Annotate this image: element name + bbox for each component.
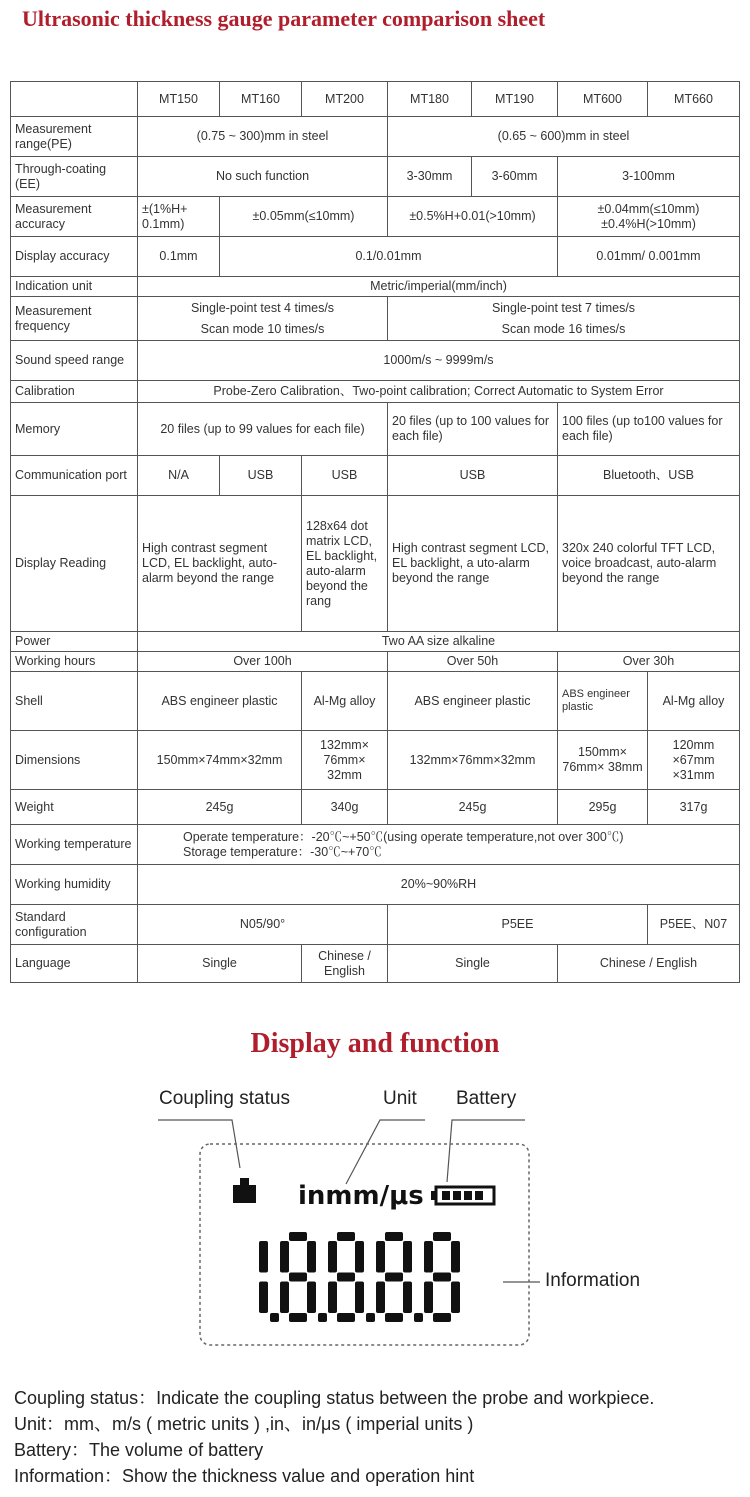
model-header: MT180 — [388, 82, 472, 117]
table-cell: ±0.5%H+0.01(>10mm) — [388, 197, 558, 237]
lcd-segment — [289, 1273, 307, 1282]
table-cell: 0.1/0.01mm — [220, 237, 558, 277]
description-information: Information：Show the thickness value and operation hint — [14, 1466, 475, 1486]
table-cell: 3-100mm — [558, 157, 740, 197]
table-cell: 3-60mm — [472, 157, 558, 197]
operate-temperature: Operate temperature：-20℃~+50℃(using operate temperature,not over 300℃) — [183, 829, 624, 844]
lcd-segment — [385, 1232, 403, 1241]
coupling-leader-line — [158, 1120, 240, 1168]
section-title: Display and function — [250, 1028, 500, 1059]
table-cell: Single — [388, 945, 558, 983]
table-cell — [388, 297, 740, 341]
table-cell: ABS engineer plastic — [388, 672, 558, 731]
table-cell: 0.1mm — [138, 237, 220, 277]
frequency-single: Single-point test 4 times/s — [190, 300, 335, 315]
table-cell: Al-Mg alloy — [648, 672, 740, 731]
lcd-digit — [376, 1232, 412, 1322]
lcd-digit — [328, 1232, 364, 1322]
row-label: Communication port — [11, 456, 138, 496]
table-cell — [138, 297, 388, 341]
table-row — [11, 672, 740, 731]
lcd-segment — [451, 1241, 460, 1273]
table-row — [11, 731, 740, 790]
table-row — [11, 865, 740, 905]
information-label: Information — [545, 1270, 641, 1291]
lcd-digits — [259, 1232, 460, 1322]
lcd-segment — [376, 1241, 385, 1273]
table-cell: 150mm× 76mm× 38mm — [558, 731, 648, 790]
lcd-segment — [376, 1282, 385, 1314]
row-label: Indication unit — [11, 277, 138, 297]
table-cell: 340g — [302, 790, 388, 825]
lcd-segment — [289, 1313, 307, 1322]
table-cell: Over 50h — [388, 652, 558, 672]
parameter-table — [10, 81, 740, 983]
table-cell: Two AA size alkaline — [138, 632, 740, 652]
battery-label: Battery — [456, 1088, 517, 1109]
table-cell: 295g — [558, 790, 648, 825]
table-cell: Chinese / English — [558, 945, 740, 983]
table-cell: ABS engineer plastic — [558, 672, 648, 731]
row-label: Dimensions — [11, 731, 138, 790]
table-row — [11, 632, 740, 652]
frequency-scan: Scan mode 16 times/s — [501, 321, 626, 336]
page-title: Ultrasonic thickness gauge parameter comparison sheet — [22, 6, 546, 31]
model-header: MT160 — [220, 82, 302, 117]
lcd-decimal-point — [270, 1313, 279, 1322]
table-row — [11, 341, 740, 381]
model-header: MT600 — [558, 82, 648, 117]
row-label: Memory — [11, 403, 138, 456]
lcd-unit-text: inmm/μs — [298, 1181, 424, 1211]
battery-leader-line — [447, 1120, 525, 1182]
table-row — [11, 496, 740, 632]
model-header: MT190 — [472, 82, 558, 117]
table-cell: Bluetooth、USB — [558, 456, 740, 496]
table-row — [11, 157, 740, 197]
row-label: Display accuracy — [11, 237, 138, 277]
lcd-segment — [337, 1313, 355, 1322]
coupling-status-label: Coupling status — [159, 1088, 290, 1109]
lcd-segment — [403, 1241, 412, 1273]
table-cell: 320x 240 colorful TFT LCD, voice broadcast, auto-alarm beyond the range — [558, 496, 740, 632]
lcd-segment — [280, 1241, 289, 1273]
row-label: Power — [11, 632, 138, 652]
table-cell: USB — [388, 456, 558, 496]
lcd-segment — [433, 1273, 451, 1282]
lcd-segment — [328, 1282, 337, 1314]
lcd-decimal-point — [366, 1313, 375, 1322]
table-row — [11, 456, 740, 496]
unit-label: Unit — [383, 1088, 417, 1109]
row-label: Language — [11, 945, 138, 983]
lcd-segment — [337, 1273, 355, 1282]
row-label: Working humidity — [11, 865, 138, 905]
description-coupling: Coupling status：Indicate the coupling status between the probe and workpiece. — [14, 1388, 655, 1408]
model-header: MT150 — [138, 82, 220, 117]
lcd-frame — [200, 1144, 529, 1345]
frequency-scan: Scan mode 10 times/s — [200, 321, 325, 336]
lcd-decimal-point — [318, 1313, 327, 1322]
row-label: Working temperature — [11, 825, 138, 865]
lcd-segment — [385, 1313, 403, 1322]
lcd-segment — [307, 1241, 316, 1273]
lcd-segment — [337, 1232, 355, 1241]
lcd-segment — [280, 1282, 289, 1314]
header-blank — [11, 82, 138, 117]
storage-temperature: Storage temperature：-30℃~+70℃ — [183, 844, 382, 859]
table-cell: N05/90° — [138, 905, 388, 945]
table-row — [11, 652, 740, 672]
table-cell: 20%~90%RH — [138, 865, 740, 905]
table-cell: ±0.04mm(≤10mm) ±0.4%H(>10mm) — [558, 197, 740, 237]
lcd-segment — [424, 1241, 433, 1273]
table-cell: Over 30h — [558, 652, 740, 672]
table-cell: Probe-Zero Calibration、Two-point calibration; Correct Automatic to System Error — [138, 381, 740, 403]
row-label: Sound speed range — [11, 341, 138, 381]
unit-leader-line — [346, 1120, 425, 1184]
description-battery: Battery：The volume of battery — [14, 1440, 264, 1460]
table-cell: ABS engineer plastic — [138, 672, 302, 731]
table-cell: 245g — [388, 790, 558, 825]
row-label: Measurement frequency — [11, 297, 138, 341]
row-label: Through-coating (EE) — [11, 157, 138, 197]
table-header-row — [11, 82, 740, 117]
table-cell: P5EE、N07 — [648, 905, 740, 945]
lcd-digit — [280, 1232, 316, 1322]
row-label: Standard configuration — [11, 905, 138, 945]
table-cell: Single — [138, 945, 302, 983]
table-row — [11, 117, 740, 157]
table-cell: 128x64 dot matrix LCD, EL backlight, auto-alarm beyond the rang — [302, 496, 388, 632]
table-row — [11, 905, 740, 945]
table-cell: ±(1%H+ 0.1mm) — [138, 197, 220, 237]
table-cell: 150mm×74mm×32mm — [138, 731, 302, 790]
table-cell: Metric/imperial(mm/inch) — [138, 277, 740, 297]
row-label: Weight — [11, 790, 138, 825]
table-cell: 20 files (up to 99 values for each file) — [138, 403, 388, 456]
table-cell: 120mm ×67mm ×31mm — [648, 731, 740, 790]
lcd-segment — [259, 1241, 268, 1273]
table-cell: 100 files (up to100 values for each file) — [558, 403, 740, 456]
table-row — [11, 825, 740, 865]
row-label: Calibration — [11, 381, 138, 403]
lcd-decimal-point — [414, 1313, 423, 1322]
frequency-single: Single-point test 7 times/s — [491, 300, 636, 315]
model-header: MT660 — [648, 82, 740, 117]
lcd-segment — [424, 1282, 433, 1314]
table-row — [11, 197, 740, 237]
lcd-segment — [385, 1273, 403, 1282]
lcd-segment — [289, 1232, 307, 1241]
table-cell: USB — [302, 456, 388, 496]
table-cell: 132mm× 76mm× 32mm — [302, 731, 388, 790]
lcd-segment — [403, 1282, 412, 1314]
table-cell: 1000m/s ~ 9999m/s — [138, 341, 740, 381]
table-row — [11, 277, 740, 297]
table-cell: High contrast segment LCD, EL backlight, a uto-alarm beyond the range — [388, 496, 558, 632]
lcd-segment — [355, 1282, 364, 1314]
lcd-segment — [307, 1282, 316, 1314]
table-cell: 0.01mm/ 0.001mm — [558, 237, 740, 277]
table-cell: 317g — [648, 790, 740, 825]
table-cell: Over 100h — [138, 652, 388, 672]
table-cell: 20 files (up to 100 values for each file) — [388, 403, 558, 456]
table-row — [11, 403, 740, 456]
row-label: Working hours — [11, 652, 138, 672]
table-row — [11, 381, 740, 403]
lcd-segment — [328, 1241, 337, 1273]
table-cell: Chinese / English — [302, 945, 388, 983]
table-cell: USB — [220, 456, 302, 496]
lcd-diagram — [0, 1100, 750, 1360]
row-label: Shell — [11, 672, 138, 731]
coupling-status-icon — [233, 1178, 256, 1203]
table-cell: 3-30mm — [388, 157, 472, 197]
row-label: Display Reading — [11, 496, 138, 632]
lcd-segment — [433, 1313, 451, 1322]
table-row — [11, 790, 740, 825]
table-cell: 132mm×76mm×32mm — [388, 731, 558, 790]
table-cell: Al-Mg alloy — [302, 672, 388, 731]
model-header: MT200 — [302, 82, 388, 117]
battery-icon — [431, 1187, 494, 1204]
row-label: Measurement accuracy — [11, 197, 138, 237]
table-row — [11, 237, 740, 277]
table-cell: (0.75 ~ 300)mm in steel — [138, 117, 388, 157]
table-row — [11, 297, 740, 341]
table-cell: (0.65 ~ 600)mm in steel — [388, 117, 740, 157]
lcd-segment — [259, 1282, 268, 1314]
row-label: Measurement range(PE) — [11, 117, 138, 157]
lcd-segment — [355, 1241, 364, 1273]
table-cell — [138, 825, 740, 865]
description-unit: Unit：mm、m/s ( metric units ) ,in、in/μs ( imperial units ) — [14, 1414, 474, 1434]
lcd-digit — [424, 1232, 460, 1322]
lcd-segment — [451, 1282, 460, 1314]
table-cell: High contrast segment LCD, EL backlight, auto-alarm beyond the range — [138, 496, 302, 632]
lcd-segment — [433, 1232, 451, 1241]
table-cell: ±0.05mm(≤10mm) — [220, 197, 388, 237]
table-cell: No such function — [138, 157, 388, 197]
lcd-digit — [259, 1241, 268, 1313]
table-cell: 245g — [138, 790, 302, 825]
table-cell: N/A — [138, 456, 220, 496]
table-row — [11, 945, 740, 983]
table-cell: P5EE — [388, 905, 648, 945]
